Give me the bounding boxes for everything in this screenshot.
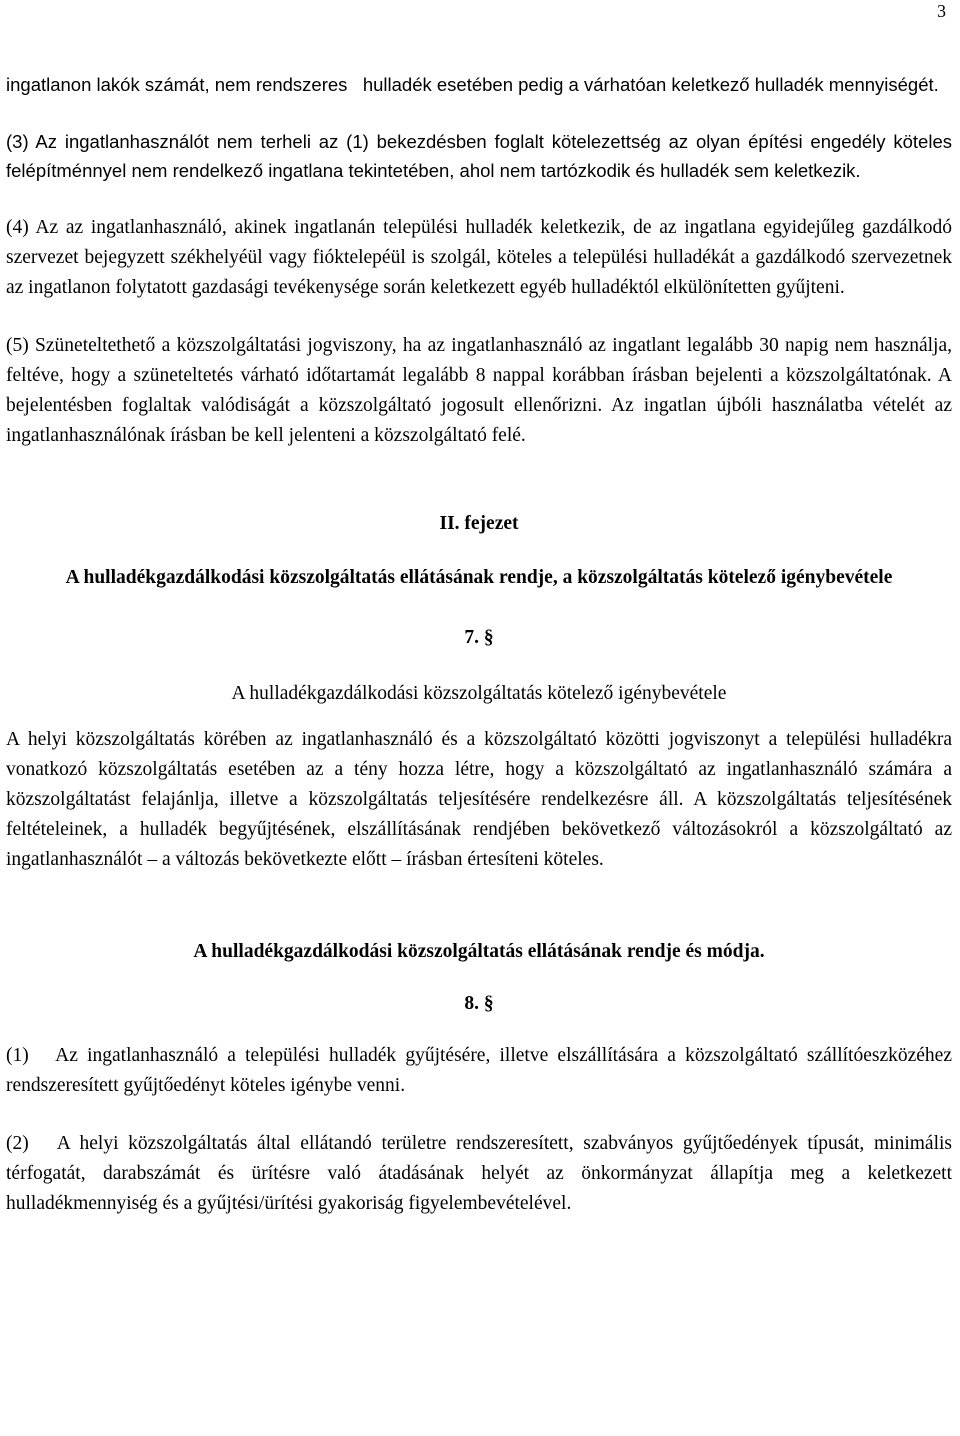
section-8-paragraph-2: (2) A helyi közszolgáltatás által ellátandó területre rendszeresített, szabványos gyűjtőedények típusát, minimális térfogatát, darabszámát és ürítésre való átadásának helyét az önkormányzat állapítja meg a keletkezett hulladékmennyiség és a gyűjtési/ürítési gyakoriság figyelembevételével. — [6, 1133, 957, 1214]
page-number: 3 — [937, 1, 946, 21]
section-sign: § — [483, 627, 494, 648]
section-7-body: A helyi közszolgáltatás körében az ingatlanhasználó és a közszolgáltató közötti jogviszonyt a települési hulladékra vonatkozó közszolgáltatás esetében az a tény hozza létre, hogy a közszolgáltató az ingatlanhasználó számára a közszolgáltatást felajánlja, illetve a közszolgáltatás teljesítésére rendelkezésre áll. A közszolgáltatás teljesítésének feltételeinek, a hulladék begyűjtésének, elszállításának rendjében bekövetkező változásokról a közszolgáltató az ingatlanhasználót – a változás bekövetkezte előtt – írásban értesíteni köteles. — [6, 729, 952, 870]
section-8-heading — [6, 989, 952, 1019]
section-7-number: 7. — [464, 627, 479, 648]
paragraph-3: (3) Az ingatlanhasználót nem terheli az (1) bekezdésben foglalt kötelezettség az olyan építési engedély köteles felépítménnyel nem rendelkező ingatlana tekintetében, ahol nem tartózkodik és hulladék sem keletkezik. — [6, 131, 952, 181]
chapter-subtitle: A hulladékgazdálkodási közszolgáltatás ellátásának rendje, a közszolgáltatás kötelező igénybevétele — [65, 567, 893, 588]
paragraph-5: (5) Szüneteltethető a közszolgáltatási jogviszony, ha az ingatlanhasználó az ingatlant legalább 30 napig nem használja, feltéve, hogy a szüneteltetés várható időtartamát legalább 8 nappal korábban írásban bejelenti a közszolgáltatónak. A bejelentésben foglaltak valódiságát a közszolgáltató jogosult ellenőrizni. Az ingatlan újbóli használatba vételét az ingatlanhasználónak írásban be kell jelenteni a közszolgáltató felé. — [6, 335, 952, 446]
document-body — [6, 70, 957, 1219]
paragraph-4: (4) Az az ingatlanhasználó, akinek ingatlanán települési hulladék keletkezik, de az ingatlana egyidejűleg gazdálkodó szervezet bejegyzett székhelyéül vagy fióktelepéül is szolgál, köteles a települési hulladékát a gazdálkodó szervezetnek az ingatlanon folytatott gazdasági tevékenysége során keletkezett egyéb hulladéktól elkülönítetten gyűjteni. — [6, 217, 952, 298]
heading-ellatas: A hulladékgazdálkodási közszolgáltatás ellátásának rendje és módja. — [193, 941, 765, 962]
section-8-number: 8. — [464, 993, 479, 1014]
paragraph-continued: ingatlanon lakók számát, nem rendszeres hulladék esetében pedig a várhatóan keletkező hulladék mennyiségét. — [6, 74, 939, 95]
chapter-title: II. fejezet — [439, 513, 519, 534]
section-7-heading — [6, 623, 952, 653]
section-7-title: A hulladékgazdálkodási közszolgáltatás kötelező igénybevétele — [231, 683, 727, 704]
section-sign: § — [483, 993, 494, 1014]
section-8-paragraph-1: (1) Az ingatlanhasználó a települési hulladék gyűjtésére, illetve elszállítására a közszolgáltató szállítóeszközéhez rendszeresített gyűjtőedényt köteles igénybe venni. — [6, 1045, 957, 1096]
